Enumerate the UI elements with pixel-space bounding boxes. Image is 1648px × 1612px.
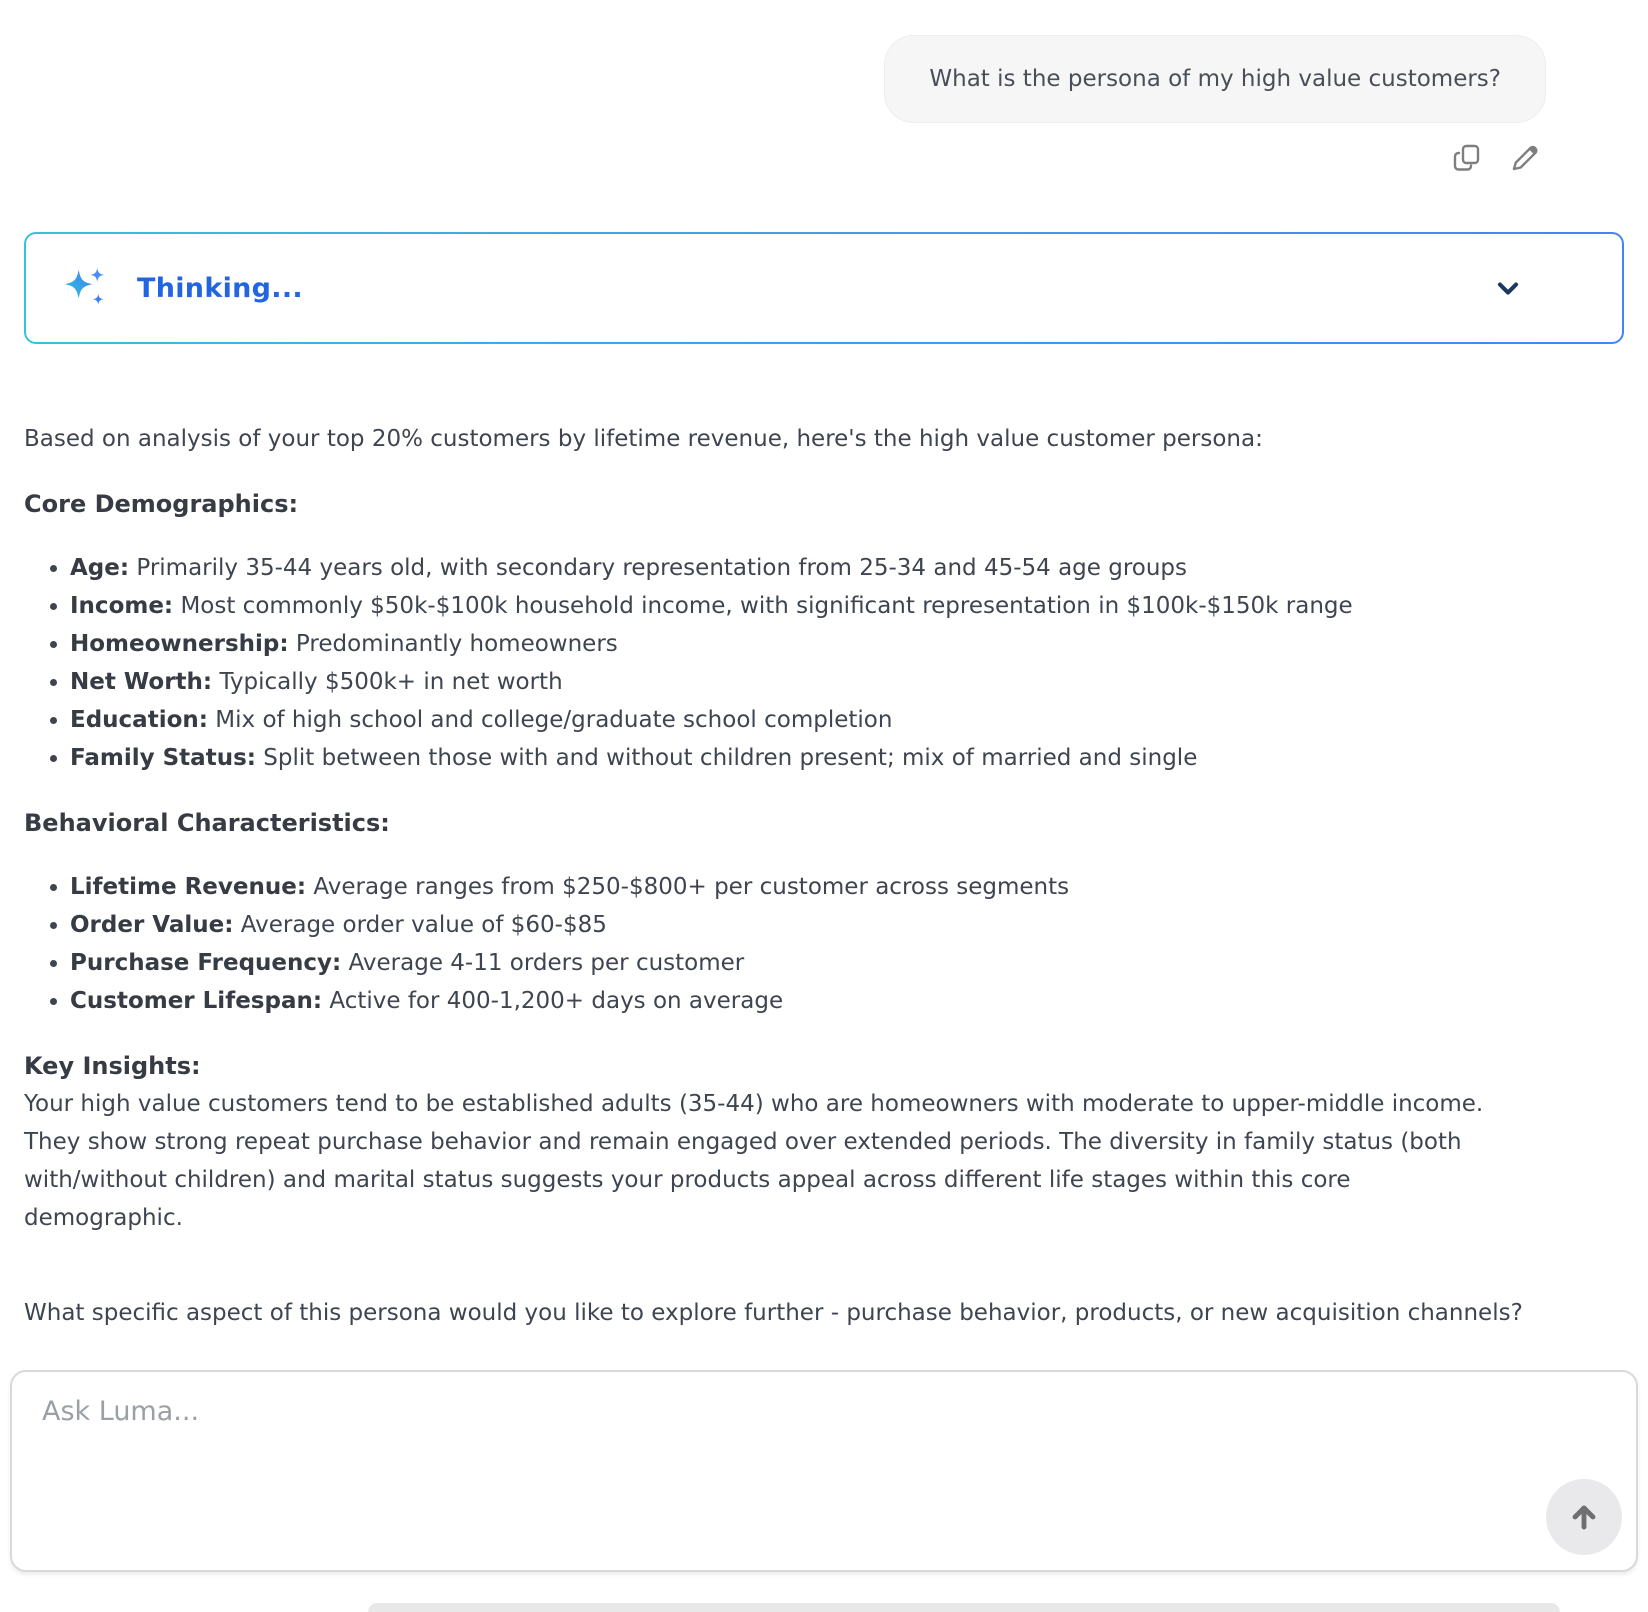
thinking-label: Thinking... — [137, 272, 303, 304]
user-message-text: What is the persona of my high value customers? — [929, 66, 1501, 92]
bullet-text: Typically $500k+ in net worth — [219, 669, 563, 695]
bullet-label: Lifetime Revenue: — [70, 874, 307, 900]
bullet-text: Predominantly homeowners — [295, 631, 618, 657]
bullet-text: Split between those with and without children present; mix of married and single — [263, 745, 1198, 771]
clipped-bottom-element — [368, 1603, 1560, 1612]
arrow-up-icon — [1565, 1498, 1603, 1536]
intro-paragraph: Based on analysis of your top 20% customers by lifetime revenue, here's the high value customer persona: — [24, 426, 1263, 452]
list-item — [70, 587, 1514, 625]
bullet-label: Homeownership: — [70, 631, 289, 657]
copy-icon — [1451, 142, 1483, 174]
composer — [10, 1370, 1638, 1572]
bullet-label: Family Status: — [70, 745, 256, 771]
bullet-label: Purchase Frequency: — [70, 950, 342, 976]
bullet-text: Active for 400-1,200+ days on average — [329, 988, 784, 1014]
sparkles-icon — [62, 267, 109, 310]
section-heading-key-insights: Key Insights: — [24, 1052, 201, 1080]
bullet-text: Average ranges from $250-$800+ per customer across segments — [313, 874, 1070, 900]
list-item — [70, 906, 1514, 944]
list-item — [70, 982, 1514, 1020]
bullet-text: Average order value of $60-$85 — [240, 912, 607, 938]
list-item — [70, 701, 1514, 739]
user-message-row — [0, 0, 1648, 123]
bullet-label: Education: — [70, 707, 208, 733]
section-heading-behavioral: Behavioral Characteristics: — [24, 809, 390, 837]
thinking-panel[interactable] — [24, 232, 1624, 344]
composer-input[interactable] — [12, 1372, 1636, 1570]
bullet-label: Customer Lifespan: — [70, 988, 323, 1014]
list-item — [70, 625, 1514, 663]
demographics-list — [24, 549, 1514, 777]
assistant-message — [24, 420, 1514, 1237]
key-insights-text: Your high value customers tend to be established adults (35-44) who are homeowners with moderate to upper-middle income. They show strong repeat purchase behavior and remain engaged over extended periods. The diversity in family status (both with/without children) and marital status suggests your products appeal across different life stages within this core demographic. — [24, 1091, 1484, 1231]
thinking-panel-inner — [26, 234, 1622, 342]
bullet-text: Primarily 35-44 years old, with secondary representation from 25-34 and 45-54 age groups — [136, 555, 1188, 581]
list-item — [70, 944, 1514, 982]
bullet-label: Order Value: — [70, 912, 234, 938]
bullet-text: Average 4-11 orders per customer — [348, 950, 745, 976]
list-item — [70, 663, 1514, 701]
section-heading-demographics: Core Demographics: — [24, 490, 299, 518]
list-item — [70, 549, 1514, 587]
list-item — [70, 868, 1514, 906]
bullet-text: Most commonly $50k-$100k household income, with significant representation in $100k-$150k range — [180, 593, 1353, 619]
copy-button[interactable] — [1450, 141, 1484, 175]
edit-button[interactable] — [1508, 141, 1542, 175]
bullet-text: Mix of high school and college/graduate school completion — [215, 707, 893, 733]
message-actions — [0, 141, 1648, 175]
bullet-label: Age: — [70, 555, 130, 581]
send-button[interactable] — [1546, 1479, 1622, 1555]
bullet-label: Net Worth: — [70, 669, 213, 695]
followup-question-clipped: What specific aspect of this persona would you like to explore further - purchase behavior, products, or new acquisition channels? — [24, 1300, 1523, 1326]
behavioral-list — [24, 868, 1514, 1020]
user-message-bubble — [884, 35, 1546, 123]
pencil-icon — [1509, 142, 1541, 174]
chevron-down-icon[interactable] — [1492, 272, 1524, 304]
bullet-label: Income: — [70, 593, 174, 619]
list-item — [70, 739, 1514, 777]
